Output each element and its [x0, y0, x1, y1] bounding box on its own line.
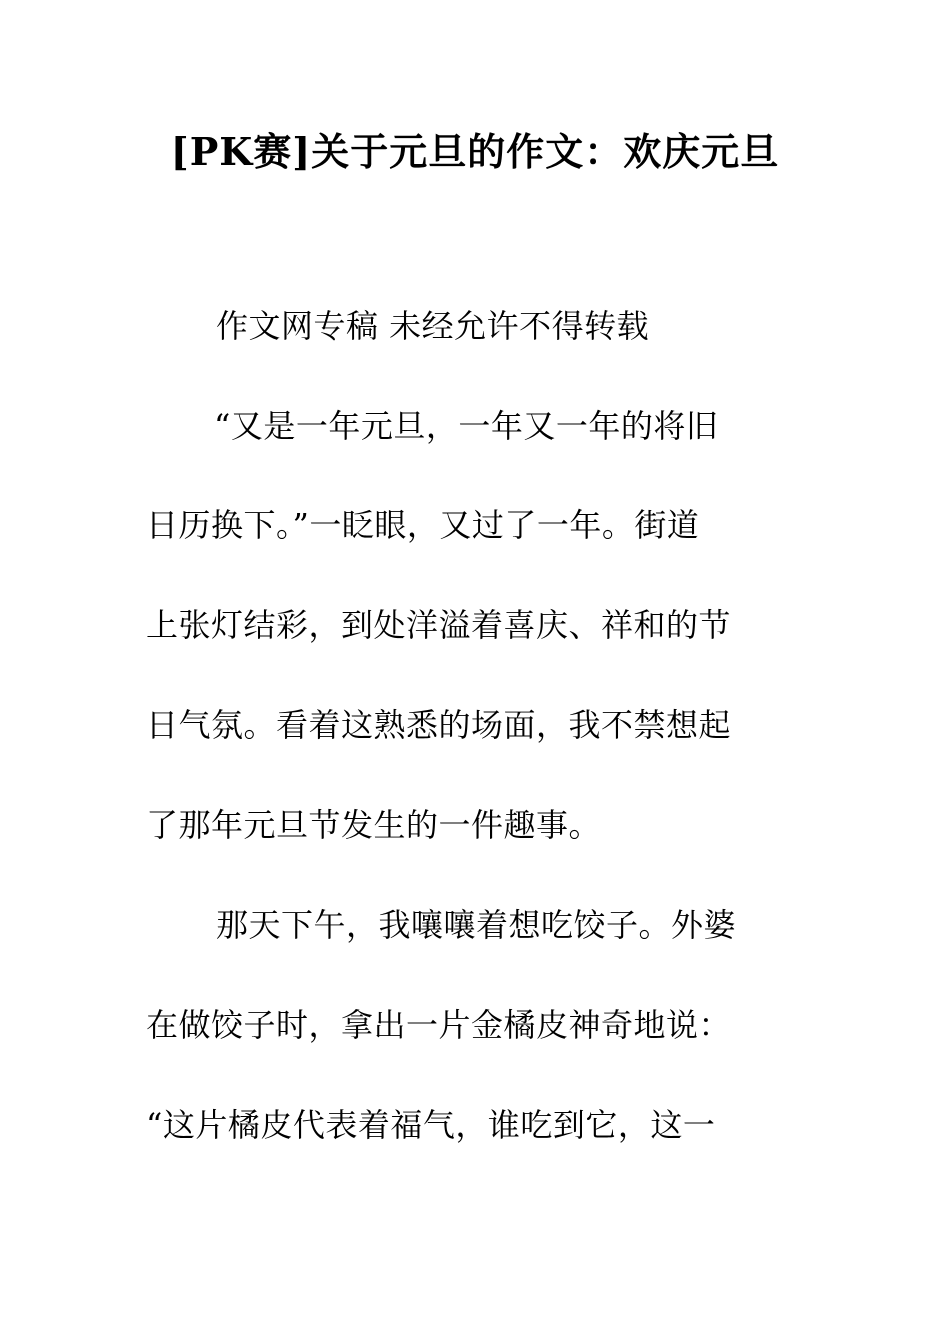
paragraph-1-line-5: 了那年元旦节发生的一件趣事。 [146, 806, 602, 844]
copyright-notice: 作文网专稿 未经允许不得转载 [216, 307, 650, 345]
paragraph-2-line-3: “这片橘皮代表着福气，谁吃到它，这一 [146, 1106, 716, 1144]
paragraph-2-line-1: 那天下午，我嚷嚷着想吃饺子。外婆 [216, 906, 737, 944]
document-title: [PK赛]关于元旦的作文：欢庆元旦 [170, 129, 780, 174]
paragraph-1-line-3: 上张灯结彩，到处洋溢着喜庆、祥和的节 [146, 606, 732, 644]
paragraph-1-line-2: 日历换下。”一眨眼，又过了一年。街道 [146, 506, 700, 544]
paragraph-1-line-4: 日气氛。看着这熟悉的场面，我不禁想起 [146, 706, 732, 744]
paragraph-1-line-1: “又是一年元旦，一年又一年的将旧 [214, 407, 719, 445]
paragraph-2-line-2: 在做饺子时，拿出一片金橘皮神奇地说： [146, 1006, 732, 1044]
